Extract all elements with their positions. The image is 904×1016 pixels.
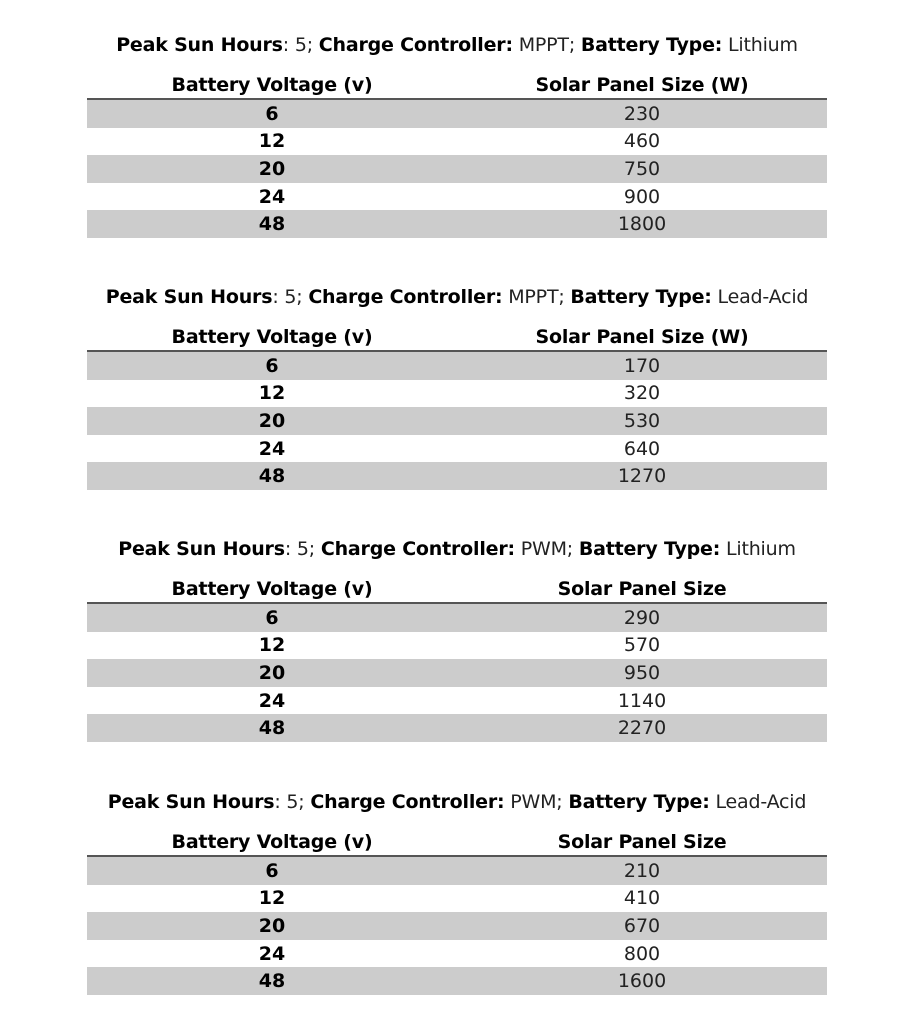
table-header-row [87, 828, 827, 856]
solar-panel-size-cell: 1600 [457, 967, 827, 995]
table-row [87, 351, 827, 380]
solar-panel-size-cell: 750 [457, 155, 827, 183]
table-row [87, 659, 827, 687]
sizing-table [87, 323, 827, 490]
table-row [87, 210, 827, 238]
header-solar-panel-size: Solar Panel Size (W) [457, 323, 827, 351]
solar-panel-size-cell: 170 [457, 351, 827, 380]
table-header-row [87, 323, 827, 351]
table-caption [47, 32, 867, 58]
charge-controller-label: Charge Controller: [318, 34, 513, 56]
battery-type-label: Battery Type: [580, 34, 723, 56]
battery-voltage-cell: 20 [87, 912, 457, 940]
table-row [87, 687, 827, 715]
peak-sun-hours-label: Peak Sun Hours [116, 34, 283, 56]
charge-controller-label: Charge Controller: [308, 286, 503, 308]
peak-sun-hours-value: : 5; [274, 791, 311, 813]
sizing-table [87, 828, 827, 995]
solar-panel-size-cell: 410 [623, 887, 661, 910]
battery-voltage-cell: 24 [258, 689, 286, 712]
battery-voltage-cell: 20 [87, 407, 457, 435]
solar-panel-size-cell: 1140 [617, 689, 667, 712]
peak-sun-hours-label: Peak Sun Hours [107, 791, 275, 813]
battery-voltage-cell: 48 [87, 210, 457, 238]
battery-type-label: Battery Type: [570, 286, 712, 308]
table-row [87, 183, 827, 211]
sizing-table [87, 71, 827, 238]
battery-voltage-cell: 24 [258, 185, 286, 208]
solar-panel-size-cell: 230 [457, 99, 827, 128]
battery-type-value: Lead-Acid [711, 286, 809, 308]
header-solar-panel-size: Solar Panel Size (W) [457, 71, 827, 99]
table-row [87, 912, 827, 940]
table-row [87, 407, 827, 435]
solar-panel-size-cell: 800 [623, 942, 661, 965]
battery-voltage-cell: 20 [87, 659, 457, 687]
solar-panel-size-cell: 900 [623, 185, 661, 208]
table-row [87, 155, 827, 183]
solar-panel-size-cell: 210 [457, 856, 827, 885]
charge-controller-value: MPPT; [512, 34, 581, 56]
solar-panel-size-cell: 1800 [457, 210, 827, 238]
table-row [87, 940, 827, 968]
charge-controller-value: MPPT; [502, 286, 571, 308]
battery-type-value: Lithium [720, 538, 796, 560]
battery-type-value: Lithium [722, 34, 798, 56]
peak-sun-hours-value: : 5; [282, 34, 319, 56]
header-solar-panel-size: Solar Panel Size [457, 575, 827, 603]
battery-voltage-cell: 48 [87, 714, 457, 742]
peak-sun-hours-value: : 5; [272, 286, 309, 308]
table-row [87, 380, 827, 408]
table-row [87, 435, 827, 463]
solar-panel-size-cell: 290 [457, 603, 827, 632]
sizing-table [87, 575, 827, 742]
peak-sun-hours-label: Peak Sun Hours [118, 538, 285, 560]
solar-panel-size-cell: 950 [457, 659, 827, 687]
table-row [87, 128, 827, 156]
battery-voltage-cell: 12 [258, 130, 286, 153]
header-battery-voltage: Battery Voltage (v) [87, 828, 457, 856]
peak-sun-hours-value: : 5; [284, 538, 321, 560]
sizing-table-section [87, 284, 827, 490]
battery-type-value: Lead-Acid [709, 791, 807, 813]
charge-controller-label: Charge Controller: [310, 791, 505, 813]
solar-panel-size-cell: 460 [623, 130, 661, 153]
table-row [87, 632, 827, 660]
table-row [87, 714, 827, 742]
header-solar-panel-size: Solar Panel Size [457, 828, 827, 856]
solar-panel-size-cell: 570 [623, 634, 661, 657]
battery-voltage-cell: 12 [258, 634, 286, 657]
battery-voltage-cell: 48 [87, 462, 457, 490]
battery-voltage-cell: 24 [258, 437, 286, 460]
battery-voltage-cell: 6 [87, 856, 457, 885]
solar-panel-size-cell: 640 [623, 437, 661, 460]
battery-voltage-cell: 12 [258, 382, 286, 405]
table-row [87, 99, 827, 128]
solar-panel-size-cell: 320 [623, 382, 661, 405]
table-row [87, 603, 827, 632]
sizing-table-section [87, 32, 827, 238]
battery-voltage-cell: 6 [87, 351, 457, 380]
battery-voltage-cell: 48 [87, 967, 457, 995]
charge-controller-label: Charge Controller: [320, 538, 515, 560]
solar-panel-size-cell: 530 [457, 407, 827, 435]
battery-voltage-cell: 20 [87, 155, 457, 183]
header-battery-voltage: Battery Voltage (v) [87, 323, 457, 351]
header-battery-voltage: Battery Voltage (v) [87, 575, 457, 603]
table-row [87, 462, 827, 490]
table-row [87, 856, 827, 885]
table-caption [47, 789, 867, 815]
table-caption [47, 536, 867, 562]
solar-panel-size-cell: 1270 [457, 462, 827, 490]
charge-controller-value: PWM; [514, 538, 579, 560]
header-battery-voltage: Battery Voltage (v) [87, 71, 457, 99]
battery-type-label: Battery Type: [568, 791, 710, 813]
solar-panel-size-cell: 2270 [457, 714, 827, 742]
battery-voltage-cell: 6 [87, 603, 457, 632]
table-header-row [87, 71, 827, 99]
table-caption [47, 284, 867, 310]
battery-voltage-cell: 24 [258, 942, 286, 965]
battery-voltage-cell: 12 [258, 887, 286, 910]
table-header-row [87, 575, 827, 603]
battery-voltage-cell: 6 [87, 99, 457, 128]
battery-type-label: Battery Type: [578, 538, 721, 560]
solar-panel-size-cell: 670 [457, 912, 827, 940]
sizing-table-section [87, 536, 827, 742]
charge-controller-value: PWM; [504, 791, 569, 813]
table-row [87, 885, 827, 913]
sizing-table-section [87, 789, 827, 995]
peak-sun-hours-label: Peak Sun Hours [105, 286, 273, 308]
table-row [87, 967, 827, 995]
